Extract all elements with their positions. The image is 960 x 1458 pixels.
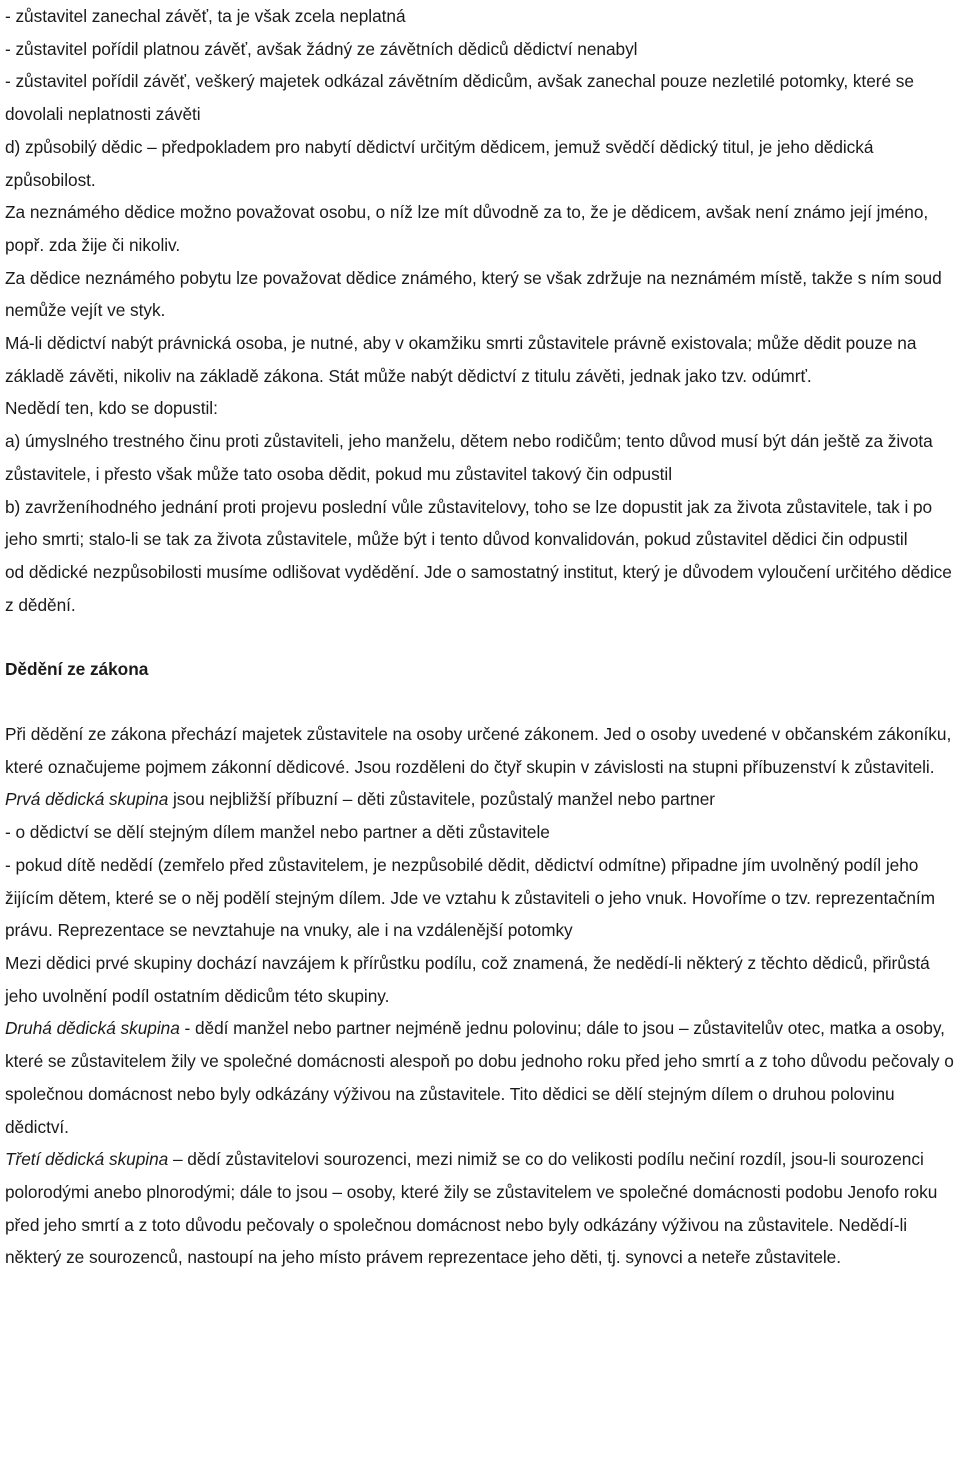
spacer [5,686,957,718]
paragraph-group-2 [5,1012,957,1143]
paragraph-intro: Při dědění ze zákona přechází majetek zůstavitele na osoby určené zákonem. Jed o osoby uvedené v občanském zákoníku, které označujeme pojmem zákonní dědicové. Jsou rozděleni do čtyř skupin v závislosti na stupni příbuzenství k zůstaviteli. [5,724,952,777]
paragraph: Za neznámého dědice možno považovat osobu, o níž lze mít důvodně za to, že je dědicem, avšak není známo její jméno, popř. zda žije či nikoliv. [5,202,929,255]
group-text: - dědí manžel nebo partner nejméně jednu polovinu; dále to jsou – zůstavitelův otec, matka a osoby, které se zůstavitelem žily ve společné domácnosti alespoň po dobu jednoho roku před jeho smrtí a z toho důvodu pečovaly o společnou domácnost nebo byly odkázány výživou na zůstavitele. Tito dědici se dělí stejným dílem o druhou polovinu dědictví. [5,1018,954,1137]
paragraph: Má-li dědictví nabýt právnická osoba, je nutné, aby v okamžiku smrti zůstavitele právně existovala; může dědit pouze na základě závěti, nikoliv na základě zákona. Stát může nabýt dědictví z titulu závěti, jednak jako tzv. odúmrť. [5,333,917,386]
section-heading: Dědění ze zákona [5,659,149,680]
paragraph: Za dědice neznámého pobytu lze považovat dědice známého, který se však zdržuje na neznámém místě, takže s ním soud nemůže vejít ve styk. [5,267,942,321]
group-text: – dědí zůstavitelovi sourozenci, mezi nimiž se co do velikosti podílu nečiní rozdíl, jsou-li sourozenci polorodými anebo plnorodými; dále to jsou – osoby, které žily se zůstavitelem ve společné domácnosti podobu Jenofo roku před jeho smrtí a z toto důvodu pečovaly o společnou domácnost nebo byly odkázány výživou na zůstavitele. Nedědí-li některý ze sourozenců, nastoupí na jeho místo právem reprezentace jeho děti, tj. synovci a neteře zůstavitele. [5,1149,938,1268]
group-title: Prvá dědická skupina [5,789,169,810]
paragraph: b) zavrženíhodného jednání proti projevu poslední vůle zůstavitelovy, toho se lze dopustit jak za života zůstavitele, tak i po jeho smrti; stalo-li se tak za života zůstavitele, může být i tento důvod konvalidován, pokud zůstavitel dědici čin odpustil [5,496,933,550]
paragraph: a) úmyslného trestného činu proti zůstaviteli, jeho manželu, dětem nebo rodičům; tento důvod musí být dán ještě za života zůstavitele, i přesto však může tato osoba dědit, pokud mu zůstavitel takový čin odpustil [5,431,933,484]
document-page [5,0,957,1274]
spacer [5,621,957,653]
paragraph: od dědické nezpůsobilosti musíme odlišovat vydědění. Jde o samostatný institut, který je důvodem vyloučení určitého dědice z dědění. [5,561,952,615]
group-text: jsou nejbližší příbuzní – děti zůstavitele, pozůstalý manžel nebo partner [168,789,715,810]
paragraph: d) způsobilý dědic – předpokladem pro nabytí dědictví určitým dědicem, jemuž svědčí dědický titul, je jeho dědická způsobilost. [5,136,874,190]
paragraph-group-3 [5,1143,957,1274]
paragraph: - zůstavitel pořídil platnou závěť, avšak žádný ze závětních dědiců dědictví nenabyl [5,38,638,59]
paragraph: Mezi dědici prvé skupiny dochází navzájem k přírůstku podílu, což znamená, že nedědí-li některý z těchto dědiců, přirůstá jeho uvolnění podíl ostatním dědicům této skupiny. [5,952,930,1006]
paragraph: - zůstavitel pořídil závěť, veškerý majetek odkázal závětním dědicům, avšak zanechal pouze nezletilé potomky, které se dovolali neplatnosti závěti [5,71,914,125]
paragraph: Nedědí ten, kdo se dopustil: [5,398,218,419]
group-title: Třetí dědická skupina [5,1149,169,1170]
group-title: Druhá dědická skupina [5,1018,180,1039]
statutory-inheritance-section [5,718,957,1274]
paragraph: - zůstavitel zanechal závěť, ta je však zcela neplatná [5,6,406,26]
paragraph: - o dědictví se dělí stejným dílem manžel nebo partner a děti zůstavitele [5,822,550,843]
paragraph: - pokud dítě nedědí (zemřelo před zůstavitelem, je nezpůsobilé dědit, dědictví odmítne) připadne jím uvolněný podíl jeho žijícím dětem, které se o něj podělí stejným dílem. Jde ve vztahu k zůstaviteli o jeho vnuk. Hovoříme o tzv. reprezentačním právu. Reprezentace se nevztahuje na vnuky, ale i na vzdálenější potomky [5,854,936,941]
paragraph-group-1 [5,783,957,816]
inheritance-section [5,0,957,621]
